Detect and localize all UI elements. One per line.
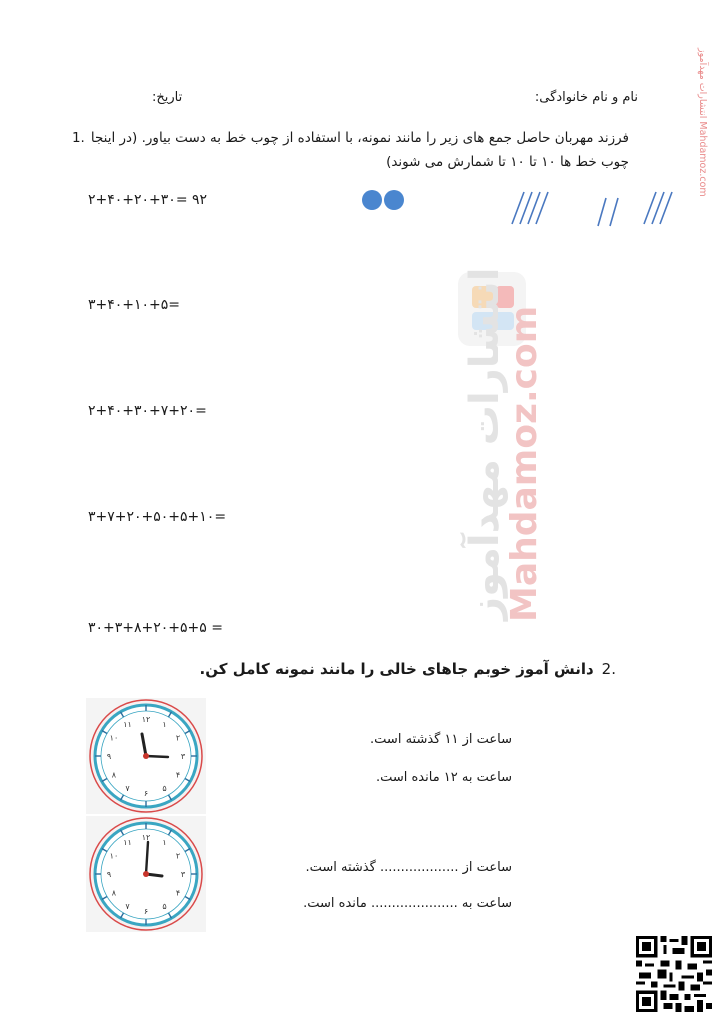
clock-numeral: ۱۱ <box>123 719 132 729</box>
watermark-text <box>462 268 508 621</box>
qr-code-icon[interactable] <box>636 936 712 1012</box>
clock-numeral: ۷ <box>125 784 130 794</box>
clock-numeral: ۶ <box>143 907 149 916</box>
clock-numeral: ۷ <box>125 902 130 912</box>
q1-line-1 <box>69 126 629 150</box>
clock-numeral: ۸ <box>111 888 117 898</box>
clock-numeral: ۳ <box>180 752 186 761</box>
clock-numeral: ۱ <box>162 719 167 729</box>
clock-numeral: ۹ <box>106 752 112 761</box>
q2-text: دانش آموز خوبم جاهای خالی را مانند نمونه کامل کن. <box>199 660 594 678</box>
clock-numeral: ۳ <box>180 870 186 879</box>
bead-icon <box>384 190 404 210</box>
example-tally-sticks <box>506 186 684 230</box>
clock-numeral: ۱ <box>162 837 167 847</box>
exercise-to-line: ساعت به ..................... مانده است. <box>303 896 512 911</box>
q1-number: .1 <box>71 130 85 146</box>
watermark-fa: انتشارات مهدآموز <box>462 267 508 620</box>
clock-1-frame <box>86 698 206 814</box>
clock-numeral: ۵ <box>162 784 167 794</box>
equation-2: ۲+۴۰+۳۰+۷+۲۰= <box>88 403 207 419</box>
clock-numeral: ۱۲ <box>141 833 151 842</box>
example-equation: ۲+۴۰+۲۰+۳۰= ۹۲ <box>88 192 208 208</box>
minute-hand <box>146 756 168 757</box>
clock-numeral: ۸ <box>111 770 117 780</box>
question-2-title <box>200 660 616 678</box>
clock-2-frame <box>86 816 206 932</box>
date-label: تاریخ: <box>152 90 183 105</box>
q1-line-2: چوب خط ها ۱۰ تا ۱۰ تا شمارش می شوند) <box>386 154 629 170</box>
bead-icon <box>362 190 382 210</box>
clock-numeral: ۱۱ <box>123 837 132 847</box>
clock-numeral: ۴ <box>175 770 181 780</box>
q1-text-1: فرزند مهربان حاصل جمع های زیر را مانند نمونه، با استفاده از چوب خط به دست بیاور. (در اینجا <box>90 130 629 146</box>
example-to-line: ساعت به ۱۲ مانده است. <box>375 770 512 785</box>
clock-1-icon <box>86 698 206 814</box>
clock-2-icon <box>86 816 206 932</box>
clock-numeral: ۶ <box>143 789 149 798</box>
clock-numeral: ۵ <box>162 902 167 912</box>
clock-numeral: ۴ <box>175 888 181 898</box>
name-label: نام و نام خانوادگی: <box>534 90 638 105</box>
watermark-en: Mahdamoz.com <box>504 305 545 622</box>
example-past-line: ساعت از ۱۱ گذشته است. <box>370 732 512 747</box>
example-beads <box>360 188 408 212</box>
equation-4: ۳۰+۳+۸+۲۰+۵+۵ = <box>88 620 223 636</box>
clock-numeral: ۹ <box>106 870 112 879</box>
watermark-en-wrap <box>504 306 545 622</box>
side-watermark: انتشارات مهدآموز Mahdamoz.com <box>697 48 708 197</box>
clock-numeral: ۱۲ <box>141 715 151 724</box>
question-1 <box>69 126 629 174</box>
exercise-past-line: ساعت از ................... گذشته است. <box>305 860 512 875</box>
clock-numeral: ۲ <box>175 851 181 861</box>
q2-number: .2 <box>601 660 616 678</box>
equation-1: ۳+۴۰+۱۰+۵= <box>88 297 181 313</box>
clock-numeral: ۱۰ <box>109 851 119 861</box>
clock-numeral: ۱۰ <box>109 733 119 743</box>
clock-numeral: ۲ <box>175 733 181 743</box>
equation-3: ۳+۷+۲۰+۵۰+۵+۱۰= <box>88 509 227 525</box>
